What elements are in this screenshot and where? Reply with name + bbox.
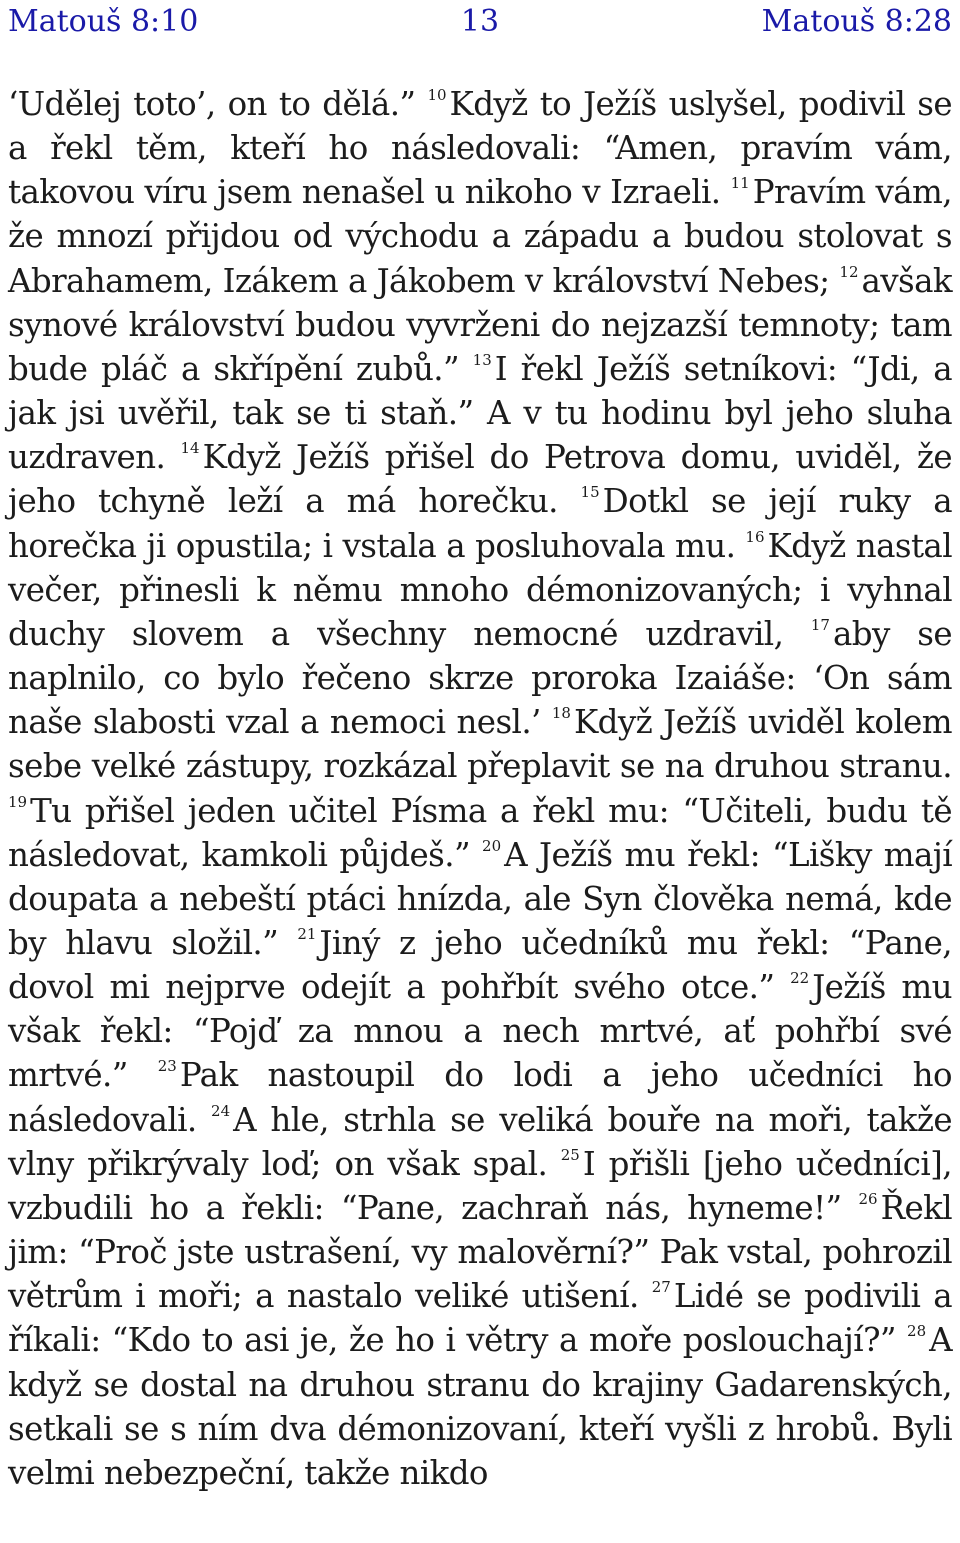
verse-number: 19 [8,792,28,811]
verse-text: Lidé se podivili a říkali: “Kdo to asi je, že ho i větry a moře poslouchají?” [8,1277,953,1360]
verse-text: A Ježíš mu řekl: “Lišky mají doupata a nebeští ptáci hnízda, ale Syn člověka nemá, kde by hlavu složil.” [8,835,953,962]
verse-text: ‘Udělej toto’, on to dělá.” [8,85,428,123]
verse-text: A když se dostal na druhou stranu do krajiny Gadarenských, setkali se s ním dva démonizovaní, kteří vyšli z hrobů. Byli velmi nebezpeční, takže nikdo [8,1321,952,1492]
verse-number: 24 [211,1101,231,1120]
verse-text: Když Ježíš přišel do Petrova domu, uviděl, že jeho tchyně leží a má horečku. [8,438,952,521]
verse-text: Ježíš mu však řekl: “Pojď za mnou a nech mrtvé, ať pohřbí své mrtvé.” [8,968,952,1095]
paragraph [8,82,952,1495]
verse-text: Když nastal večer, přinesli k němu mnoho démonizovaných; i vyhnal duchy slovem a všechny nemocné uzdravil, [8,526,952,653]
verse-text: Když Ježíš uviděl kolem sebe velké zástupy, rozkázal přeplavit se na druhou stranu. [8,703,952,786]
verse-text: Jiný z jeho učedníků mu řekl: “Pane, dovol mi nejprve odejít a pohřbít svého otce.” [8,923,952,1007]
header-right-reference: Matouš 8:28 [761,4,952,39]
verse-number: 27 [651,1278,671,1297]
verse-number: 11 [730,174,750,193]
verse-text: I řekl Ježíš setníkovi: “Jdi, a jak jsi uvěřil, tak se ti staň.” A v tu hodinu byl jeho sluha uzdraven. [8,349,953,477]
verse-number: 12 [839,262,859,281]
verse-text: Pravím vám, že mnozí přijdou od východu a západu a budou stolovat s Abrahamem, Izákem a Jákobem v království Nebes; [8,173,952,300]
scripture-text [8,82,952,1495]
verse-number: 25 [560,1145,580,1164]
verse-number: 15 [580,483,600,502]
verse-number: 10 [427,86,447,104]
verse-text: Tu přišel jeden učitel Písma a řekl mu: “Učiteli, budu tě následovat, kamkoli půjdeš.” [8,791,952,874]
verse-number: 28 [907,1322,927,1341]
verse-text: aby se naplnilo, co bylo řečeno skrze proroka Izaiáše: ‘On sám naše slabosti vzal a nemoci nesl.’ [8,614,952,742]
verse-text: avšak synové království budou vyvrženi do nejzazší temnoty; tam bude pláč a skřípění zubů.” [8,261,952,388]
verse-number: 22 [790,969,810,988]
verse-text: I přišli [jeho učedníci], vzbudili ho a řekli: “Pane, zachraň nás, hyneme!” [8,1144,952,1227]
verse-number: 18 [551,704,571,723]
verse-text: Když to Ježíš uslyšel, podivil se a řekl těm, kteří ho následovali: “Amen, pravím vám, takovou víru jsem nenašel u nikoho v Izraeli. [8,85,952,212]
verse-text: Řekl jim: “Proč jste ustrašení, vy malověrní?” Pak vstal, pohrozil větrům i moři; a nastalo veliké utišení. [8,1188,952,1316]
page-number: 13 [460,4,500,39]
verse-number: 23 [157,1057,177,1076]
verse-text: Pak nastoupil do lodi a jeho učedníci ho následovali. [8,1056,952,1139]
header-left-reference: Matouš 8:10 [8,4,199,39]
verse-number: 26 [858,1189,878,1208]
running-header [0,0,960,48]
verse-number: 16 [745,527,765,546]
verse-number: 13 [472,350,492,369]
verse-number: 21 [297,924,317,943]
verse-number: 20 [482,836,502,855]
verse-text: Dotkl se její ruky a horečka ji opustila; i vstala a posluhovala mu. [8,482,952,565]
verse-text: A hle, strhla se veliká bouře na moři, takže vlny přikrývaly loď; on však spal. [8,1100,952,1183]
verse-number: 14 [180,439,200,458]
verse-number: 17 [810,615,830,634]
